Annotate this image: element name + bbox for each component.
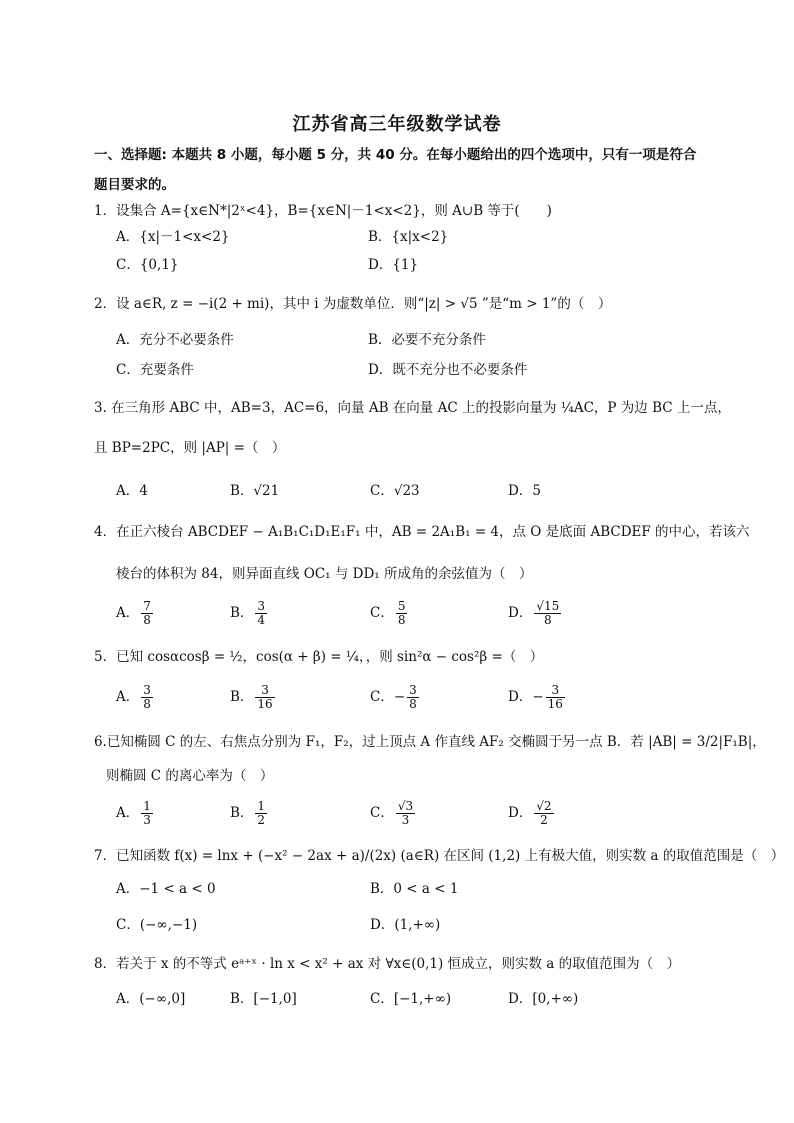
q6-option-c: C． $\frac{√3}{3}$ bbox=[370, 799, 414, 827]
q4-option-c: C． $\frac{5}{8}$ bbox=[370, 599, 406, 627]
q8-option-a: A．(−∞,0] bbox=[116, 991, 186, 1007]
q3-option-b: B．√21 bbox=[230, 483, 280, 499]
q4-stem-line1: 4．在正六棱台 ABCDEF − A₁B₁C₁D₁E₁F₁ 中，AB = 2A₁B₁ = 4，点 O 是底面 ABCDEF 的中心，若该六 bbox=[94, 524, 750, 540]
q4-stem-line2: 棱台的体积为 84，则异面直线 OC₁ 与 DD₁ 所成角的余弦值为（ ） bbox=[116, 566, 533, 582]
q2-stem: 2．设 a∈R, z = −i(2 + mi)，其中 i 为虚数单位．则“|z| > √5 ”是“m > 1”的（ ） bbox=[94, 296, 612, 312]
q1-option-c: C．{0,1} bbox=[116, 257, 179, 273]
q7-option-b: B．0 < a < 1 bbox=[370, 881, 459, 897]
q6-option-a: A． $\frac{1}{3}$ bbox=[116, 799, 151, 827]
q2-option-d: D．既不充分也不必要条件 bbox=[368, 362, 528, 378]
q2-option-c: C．充要条件 bbox=[116, 362, 194, 378]
q1-option-d: D．{1} bbox=[368, 257, 419, 273]
q6-option-b: B． $\frac{1}{2}$ bbox=[230, 799, 266, 827]
q2-option-a: A．充分不必要条件 bbox=[116, 332, 234, 348]
q6-stem-line2: 则椭圆 C 的离心率为（ ） bbox=[106, 768, 274, 784]
q5-option-c: C．− $\frac{3}{8}$ bbox=[370, 683, 417, 711]
q5-stem: 5．已知 cosαcosβ = ½，cos(α + β) = ¼，，则 sin²α − cos²β =（ ） bbox=[94, 649, 544, 665]
q3-option-c: C．√23 bbox=[370, 483, 420, 499]
q5-option-a: A． $\frac{3}{8}$ bbox=[116, 683, 151, 711]
section-header-line2: 题目要求的。 bbox=[94, 177, 175, 193]
q6-option-d: D． $\frac{√2}{2}$ bbox=[508, 799, 552, 827]
q1-stem: 1．设集合 A={x∈N*|2ˣ<4}，B={x∈N|－1<x<2}，则 A∪B 等于( ) bbox=[94, 203, 552, 219]
q4-option-d: D． $\frac{√15}{8}$ bbox=[508, 599, 560, 627]
q3-stem-line2: 且 BP=2PC，则 |AP| =（ ） bbox=[94, 440, 286, 456]
q8-option-c: C．[−1,+∞) bbox=[370, 991, 452, 1007]
q5-option-b: B． $\frac{3}{16}$ bbox=[230, 683, 273, 711]
q3-option-d: D．5 bbox=[508, 483, 541, 499]
q1-option-b: B．{x|x<2} bbox=[368, 229, 449, 245]
q8-option-d: D．[0,+∞) bbox=[508, 991, 579, 1007]
q3-stem-line1: 3. 在三角形 ABC 中，AB=3，AC=6，向量 AB 在向量 AC 上的投影向量为 ¼AC，P 为边 BC 上一点， bbox=[94, 400, 731, 416]
section-header-line1: 一、选择题: 本题共 8 小题，每小题 5 分，共 40 分。在每小题给出的四个选项中，只有一项是符合 bbox=[94, 147, 697, 163]
q7-stem: 7．已知函数 f(x) = lnx + (−x² − 2ax + a)/(2x) (a∈R) 在区间 (1,2) 上有极大值，则实数 a 的取值范围是（ ） bbox=[94, 848, 785, 864]
q5-option-d: D．− $\frac{3}{16}$ bbox=[508, 683, 563, 711]
q4-option-a: A． $\frac{7}{8}$ bbox=[116, 599, 151, 627]
q4-option-b: B． $\frac{3}{4}$ bbox=[230, 599, 266, 627]
q1-option-a: A．{x|－1<x<2} bbox=[116, 229, 230, 245]
q3-option-a: A．4 bbox=[116, 483, 148, 499]
q7-option-d: D．(1,+∞) bbox=[370, 917, 441, 933]
q8-option-b: B．[−1,0] bbox=[230, 991, 297, 1007]
q2-option-b: B．必要不充分条件 bbox=[368, 332, 486, 348]
exam-title: 江苏省高三年级数学试卷 bbox=[292, 114, 502, 135]
q7-option-a: A．−1 < a < 0 bbox=[116, 881, 216, 897]
q7-option-c: C．(−∞,−1) bbox=[116, 917, 198, 933]
q8-stem: 8．若关于 x 的不等式 eᵃ⁺ˣ · ln x < x² + ax 对 ∀x∈(0,1) 恒成立，则实数 a 的取值范围为（ ） bbox=[94, 956, 681, 972]
q6-stem-line1: 6.已知椭圆 C 的左、右焦点分别为 F₁，F₂，过上顶点 A 作直线 AF₂ 交椭圆于另一点 B．若 |AB| = 3/2|F₁B|， bbox=[94, 734, 766, 750]
